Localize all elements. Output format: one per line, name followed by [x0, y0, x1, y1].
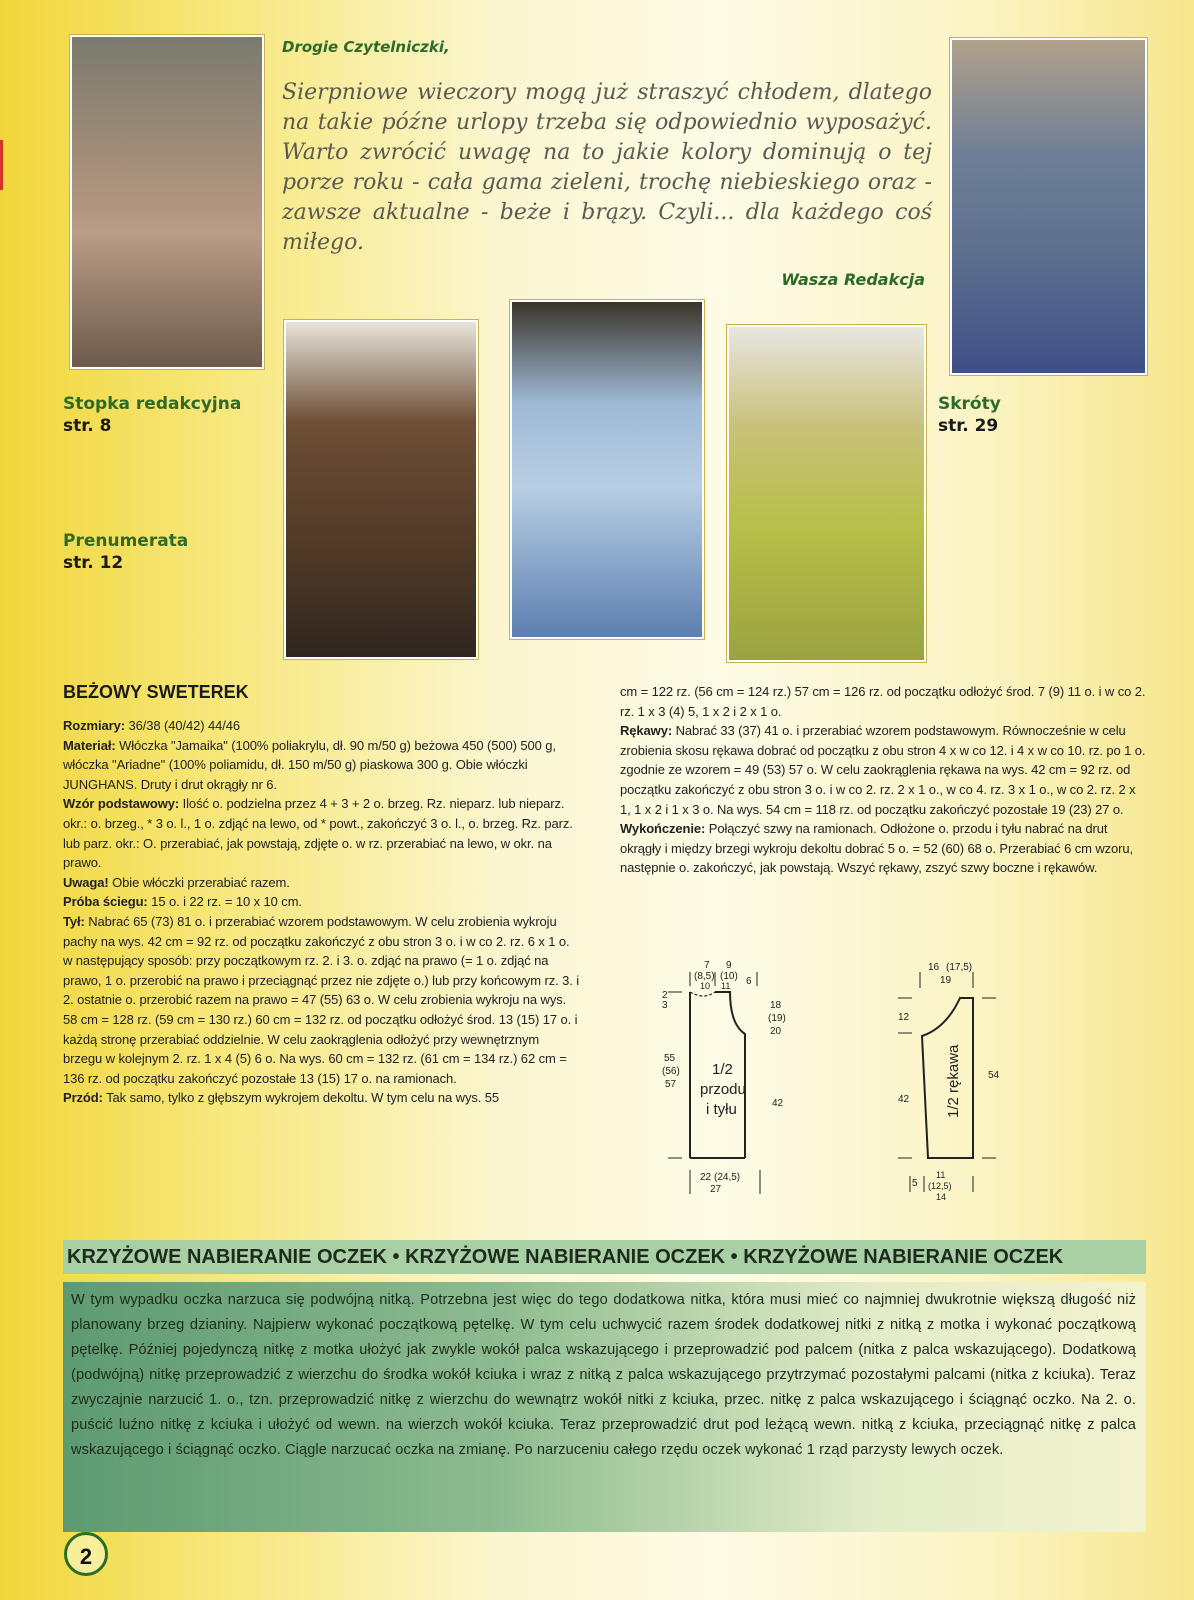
front-schematic	[662, 960, 786, 1195]
shape-label: 1/2	[712, 1061, 733, 1078]
dim-label: 54	[988, 1070, 1000, 1081]
dim-label: 42	[772, 1098, 784, 1109]
text-material: Włóczka "Jamaika" (100% poliakrylu, dł. 90 m/50 g) beżowa 450 (500) 500 g, włóczka "Ariadne" (100% poliamidu, dł. 150 m/50 g) piaskowa 300 g. Obie włóczki JUNGHANS. Druty i drut okrągły nr 6.	[63, 737, 556, 792]
dim-label: (17,5)	[946, 962, 973, 973]
link-page: str. 8	[63, 416, 112, 436]
link-label: Stopka redakcyjna	[63, 394, 242, 414]
label-wzor: Wzór podstawowy:	[63, 796, 180, 812]
shape-label: i tyłu	[706, 1101, 737, 1118]
dim-label: 7	[704, 960, 710, 971]
pattern-diagram	[660, 958, 1040, 1213]
dim-label: (19)	[768, 1013, 786, 1024]
dim-label: 42	[898, 1094, 910, 1105]
link-skroty[interactable]	[938, 393, 1001, 437]
dim-label: 9	[726, 960, 732, 971]
dim-label: (12,5)	[928, 1181, 952, 1191]
label-wykonczenie: Wykończenie:	[620, 821, 706, 837]
dim-label: (56)	[662, 1066, 680, 1077]
label-rozmiary: Rozmiary:	[63, 718, 125, 733]
photo-blue-vneck-sweater	[510, 300, 704, 639]
dim-label: (24,5)	[714, 1172, 741, 1183]
label-tyl: Tył:	[63, 913, 85, 929]
article-title: BEŻOWY SWETEREK	[63, 682, 249, 702]
dim-label: 11	[721, 981, 731, 991]
dim-label: 12	[898, 1012, 910, 1023]
text-proba: 15 o. i 22 rz. = 10 x 10 cm.	[147, 894, 302, 910]
intro-signature: Wasza Redakcja	[781, 270, 925, 289]
intro-text: Sierpniowe wieczory mogą już straszyć chłodem, dlatego na takie późne urlopy trzeba się odpowiednio wyposażyć. Warto zwrócić uwagę na to jakie kolory dominują o tej porze roku - cała gama zieleni, trochę niebieskiego oraz - zawsze aktualne - beże i brązy. Czyli... dla każdego coś miłego.	[282, 80, 932, 255]
article-column-right	[620, 682, 1148, 878]
text-tyl: Nabrać 65 (73) 81 o. i przerabiać wzorem podstawowym. W celu zrobienia wykroju pachy na wys. 42 cm = 92 rz. od początku zakończyć z obu stron 3 o. i w co 2. rz. 6 x 1 o. w następujący sposób: przy początkowym rz. 2. i 3. o. zdjąć na prawo (= 1 o. zdjąć na prawo, 1 o. przerobić na prawo i przeciągnąć przez nie zdjęte o.) lub przy końcowym rz. 3. i 2. ostatnie o. przerobić razem na prawo = 47 (55) 63 o. W celu zrobienia wykroju na wys. 58 cm = 128 rz. (59 cm = 130 rz.) 60 cm = 132 rz. od początku odłożyć środ. 13 (15) 17 o. i każdą stronę przerabiać oddzielnie. W celu zaokrąglenia odłożyć przy wewnętrznym brzegu w kolejnym 2. rz. 1 x 4 (5) 6 o. Na wys. 60 cm = 132 rz. (61 cm = 134 rz.) 62 cm = 136 rz. od początku zakończyć pozostałe 13 (15) 17 o. na ramionach.	[63, 913, 580, 1086]
text-wzor: Ilość o. podzielna przez 4 + 3 + 2 o. brzeg. Rz. nieparz. lub nieparz. okr.: o. brzeg., * 3 o. l., 1 o. zdjąć na lewo, od * powt., zakończyć 3 o. l., o. brzeg. Rz. parz. lub parz. okr.: O. przerabiać, jak powstają, zdjęte o. w rz. przerabiać na lewo, w okr. na prawo.	[63, 796, 573, 871]
link-stopka[interactable]	[63, 393, 241, 437]
intro-greeting: Drogie Czytelniczki,	[282, 38, 450, 56]
dim-label: 18	[770, 1000, 782, 1011]
label-uwaga: Uwaga!	[63, 874, 109, 890]
dim-label: 19	[940, 975, 952, 986]
text-przod-cont: cm = 122 rz. (56 cm = 124 rz.) 57 cm = 126 rz. od początku odłożyć środ. 7 (9) 11 o. i w co 2. rz. 1 x 3 (4) 5, 1 x 2 i 2 x 1 o.	[620, 684, 1146, 719]
photo-brown-cable-sweater	[284, 320, 478, 659]
text-przod: Tak samo, tylko z głębszym wykrojem dekoltu. W tym celu na wys. 55	[102, 1090, 500, 1106]
text-rekawy: Nabrać 33 (37) 41 o. i przerabiać wzorem podstawowym. Równocześnie w celu zrobienia skosu rękawa dobrać od początku z obu stron 4 x w co 12. i 4 x w co 10. rz. po 1 o. zgodnie ze wzorem = 49 (53) 57 o. W celu zaokrąglenia rękawa na wys. 42 cm = 92 rz. od początku zakończyć z obu stron 3 o. i w co 2. rz. 2 x 1 o., w co 4. rz. 3 x 1 o., w co 2. rz. 2 x 1, 1 x 2 i 1 x 3 o. Na wys. 54 cm = 118 rz. od początku zakończyć pozostałe 19 (23) 27 o.	[620, 723, 1146, 817]
dim-label: 3	[662, 1000, 668, 1011]
text-rozmiary: 36/38 (40/42) 44/46	[124, 718, 241, 733]
dim-label: 14	[936, 1192, 947, 1202]
text-wykonczenie: Połączyć szwy na ramionach. Odłożone o. przodu i tyłu nabrać na drut okrągły i między brzegi wykroju dekoltu dobrać 5 o. = 52 (60) 68 o. Przerabiać 6 cm wzoru, następnie o. zakończyć, jak powstają. Wszyć rękawy, zszyć szwy boczne i rękawów.	[620, 821, 1134, 876]
sleeve-schematic	[898, 962, 1000, 1202]
photo-green-top	[727, 325, 926, 662]
link-page: str. 29	[938, 416, 999, 436]
label-rekawy: Rękawy:	[620, 723, 673, 739]
link-label: Prenumerata	[63, 531, 189, 551]
edge-mark	[0, 140, 3, 190]
dim-label: (10)	[720, 971, 738, 982]
dim-label: 2	[662, 990, 668, 1001]
page-number: 2	[64, 1532, 108, 1576]
article-column-left	[63, 716, 581, 1108]
shape-label: 1/2 rękawa	[945, 1044, 962, 1118]
dim-label: 6	[746, 976, 752, 987]
label-przod: Przód:	[63, 1090, 103, 1106]
dim-label: 11	[936, 1170, 946, 1180]
link-prenumerata[interactable]	[63, 530, 188, 574]
dim-label: 57	[665, 1079, 677, 1090]
box-title: KRZYŻOWE NABIERANIE OCZEK • KRZYŻOWE NABIERANIE OCZEK • KRZYŻOWE NABIERANIE OCZEK	[63, 1240, 1146, 1274]
dim-label: 27	[710, 1184, 722, 1195]
label-material: Materiał:	[63, 737, 116, 753]
box-text: W tym wypadku oczka narzuca się podwójną nitką. Potrzebna jest więc do tego dodatkowa nitka, która musi mieć co najmniej dwukrotnie większą długość niż planowany brzeg dzianiny. Najpierw wykonać początkową pętelkę. W tym celu uchwycić razem środek dodatkowej nitki z nitką z motka i wykonać początkową pętelkę. Później pojedynczą nitkę z motka ułożyć jak zwykle wokół palca wskazującego i przeprowadzić pod palcem (nitka z palca wskazującego). Dodatkową (podwójną) nitkę przeprowadzić z wierzchu do środka wokół kciuka i wraz z nitką z palca wskazującego przytrzymać pozostałymi palcami (nitka z kciuka). Teraz zwyczajnie narzucić 1. o., tzn. przeprowadzić nitkę z wierzchu do wewnątrz wokół nitki z kciuka, przec. nitkę z palca wskazującego i ściągnąć oczko. Na 2. o. puścić luźno nitkę z kciuka i ułożyć od wewn. na wierzch wokół kciuka. Teraz przeprowadzić drut pod leżącą wewn. nitką z kciuka, przeciągnąć nitkę z palca wskazującego i ściągnąć oczko. Ciągle narzucać oczka na zmianę. Po narzuceniu całego rzędu oczek wykonać 1 rząd parzysty lewych oczek.	[63, 1282, 1146, 1532]
text-uwaga: Obie włóczki przerabiać razem.	[108, 874, 290, 890]
shape-label: przodu	[700, 1081, 746, 1098]
link-label: Skróty	[938, 394, 1001, 414]
dim-label: 22	[700, 1172, 712, 1183]
photo-blue-sweater	[950, 38, 1147, 375]
dim-label: 5	[912, 1178, 918, 1189]
label-proba: Próba ściegu:	[63, 894, 148, 910]
link-page: str. 12	[63, 553, 124, 573]
dim-label: 10	[700, 981, 711, 991]
dim-label: 20	[770, 1026, 782, 1037]
photo-beige-sweater	[70, 35, 264, 369]
dim-label: 55	[664, 1053, 676, 1064]
dim-label: (8,5)	[694, 971, 715, 982]
dim-label: 16	[928, 962, 940, 973]
